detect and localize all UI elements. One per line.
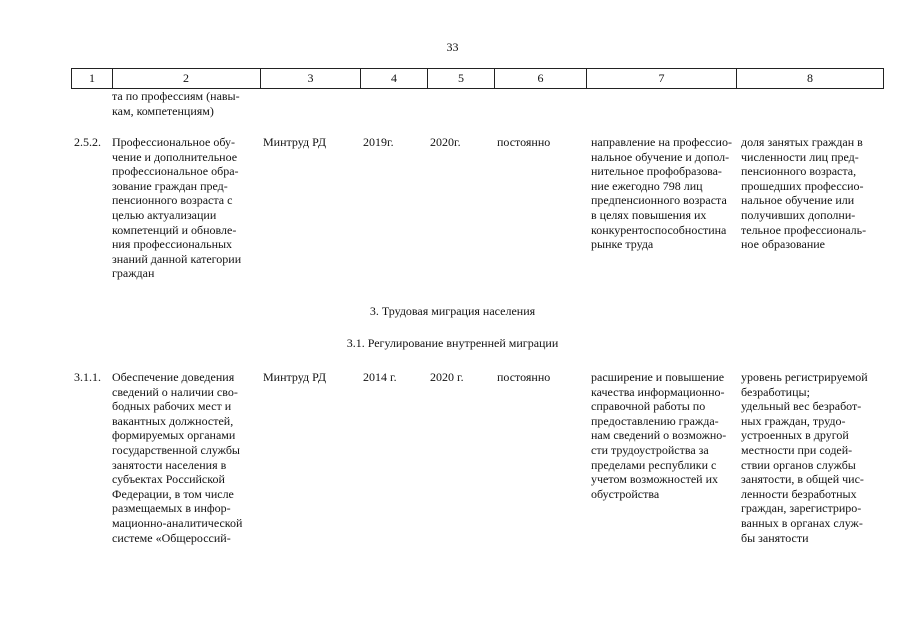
- expected-result: расширение и повышение качества информационно- справочной работы по предоставлению гражда- нам сведений о возможно- сти трудоустройства за пределами республики с учетом возможностей их обустройства: [591, 370, 727, 501]
- executor: Минтруд РД: [263, 135, 327, 149]
- row-number: 2.5.2.: [74, 135, 101, 149]
- row-number: 3.1.1.: [74, 370, 101, 384]
- expected-result: направление на профессио- нальное обучение и допол- нительное профобразова- ние ежегодно 798 лиц предпенсионного возраста в целях повышения их конкурентоспособностина рынке труда: [591, 135, 732, 252]
- table-header-row: [71, 68, 884, 89]
- header-col-3: 3: [261, 69, 361, 88]
- measure-name: Профессиональное обу- чение и дополнительное профессиональное обра- зование граждан пред- пенсионного возраста с целью актуализации компетенций и обновле- ния профессиональных знаний данной категории граждан: [112, 135, 242, 281]
- executor: Минтруд РД: [263, 370, 327, 384]
- header-col-5: 5: [428, 69, 495, 88]
- subsection-heading: 3.1. Регулирование внутренней миграции: [346, 336, 559, 350]
- header-col-2: 2: [112, 69, 261, 88]
- header-col-7: 7: [587, 69, 737, 88]
- end-year: 2020 г.: [430, 370, 464, 384]
- measure-name: Обеспечение доведения сведений о наличии сво- бодных рабочих мест и вакантных должностей, формируемых органами государственной службы занятости населения в субъектах Российской Федерации, в том числе размещаемых в инфор- мационно-аналитической системе «Общероссий-: [112, 370, 243, 545]
- end-year: 2020г.: [430, 135, 461, 149]
- start-year: 2014 г.: [363, 370, 397, 384]
- start-year: 2019г.: [363, 135, 394, 149]
- indicator: доля занятых граждан в численности лиц пред- пенсионного возраста, прошедших профессио- нальное обучение или получивших дополни- тельное профессиональ- ное образование: [741, 135, 867, 252]
- header-col-6: 6: [495, 69, 587, 88]
- period: постоянно: [497, 135, 551, 149]
- header-col-1: 1: [71, 69, 113, 88]
- header-col-4: 4: [361, 69, 428, 88]
- continuation-text: та по профессиям (навы- кам, компетенциям): [112, 89, 240, 118]
- period: постоянно: [497, 370, 551, 384]
- page-number: 33: [446, 40, 459, 54]
- section-heading: 3. Трудовая миграция населения: [369, 304, 536, 318]
- header-col-8: 8: [737, 69, 884, 88]
- indicator: уровень регистрируемой безработицы; удельный вес безработ- ных граждан, трудо- устроенных в другой местности при содей- ствии органов службы занятости, в общей чис- ленности безработных граждан, зарегистриро- ванных в органах служ- бы занятости: [741, 370, 868, 545]
